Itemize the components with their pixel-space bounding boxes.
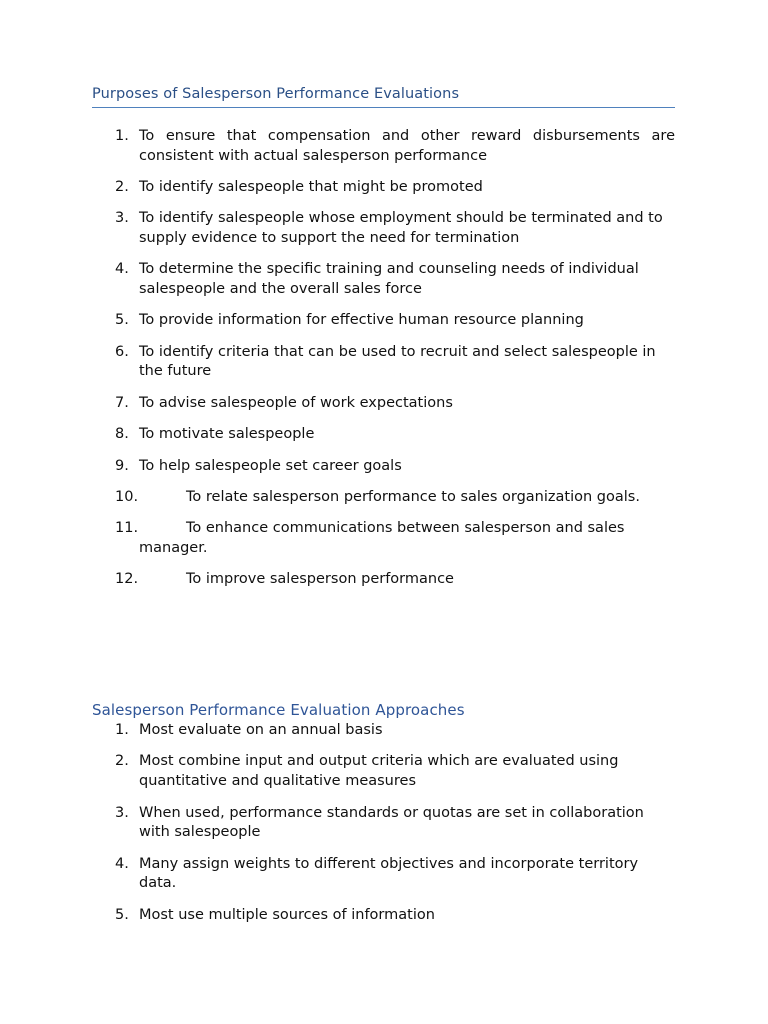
list-item-text: To motivate salespeople — [139, 426, 315, 443]
list-item-number: 1. — [115, 128, 129, 144]
list-item-number: 4. — [115, 855, 129, 872]
list-item-text: To identify salespeople whose employment should be terminated and to supply evidence to support the need for termination — [139, 210, 663, 246]
list-item — [115, 178, 675, 198]
list-item-text: To identify criteria that can be used to recruit and select salespeople in the future — [139, 343, 656, 380]
list-item-text: Most use multiple sources of information — [139, 906, 435, 923]
list-item — [115, 721, 675, 741]
list-item-text: To help salespeople set career goals — [139, 457, 402, 474]
list-item — [115, 855, 675, 894]
list-item-number: 8. — [115, 426, 129, 443]
approaches-list — [115, 721, 675, 937]
list-item — [115, 425, 675, 445]
list-item — [115, 519, 675, 558]
list-item-text: To identify salespeople that might be promoted — [139, 178, 483, 195]
list-item-text: To advise salespeople of work expectations — [139, 394, 453, 411]
list-item-number: 9. — [115, 457, 129, 474]
list-item-number: 7. — [115, 394, 129, 411]
list-item-text: To provide information for effective human resource planning — [139, 312, 584, 329]
list-item-text: Many assign weights to different objectives and incorporate territory data. — [139, 855, 639, 892]
list-item-text: To enhance communications between salesperson and sales manager. — [139, 520, 625, 556]
list-item-number: 10. — [115, 488, 139, 505]
list-item — [115, 457, 675, 477]
list-item — [115, 804, 675, 843]
list-item — [115, 343, 675, 382]
list-item-number: 12. — [115, 571, 139, 588]
list-item-text: When used, performance standards or quotas are set in collaboration with salespeople — [139, 804, 644, 841]
section-title-approaches: Salesperson Performance Evaluation Approaches — [92, 701, 465, 719]
purposes-list — [115, 127, 675, 602]
list-item-number: 2. — [115, 178, 129, 195]
list-item-number: 3. — [115, 804, 129, 821]
list-item-number: 11. — [115, 520, 139, 537]
list-item-number: 4. — [115, 261, 129, 278]
list-item-number: 6. — [115, 343, 129, 360]
list-item — [115, 752, 675, 791]
list-item-number: 5. — [115, 906, 129, 923]
section-title-purposes: Purposes of Salesperson Performance Evaluations — [92, 86, 675, 108]
list-item-text: To relate salesperson performance to sales organization goals. — [186, 488, 640, 505]
list-item — [115, 394, 675, 414]
list-item-number: 3. — [115, 210, 129, 227]
list-item-text: To ensure that compensation and other reward disbursements are consistent with actual salesperson performance — [139, 128, 675, 164]
list-item-number: 5. — [115, 312, 129, 329]
list-item — [115, 570, 675, 590]
list-item — [115, 906, 675, 926]
list-item — [115, 488, 675, 508]
list-item-number: 1. — [115, 722, 129, 738]
list-item-text: To improve salesperson performance — [186, 571, 454, 588]
list-item-text: Most combine input and output criteria which are evaluated using quantitative and qualitative measures — [139, 753, 619, 790]
list-item — [115, 260, 675, 299]
list-item — [115, 209, 675, 248]
list-item — [115, 127, 675, 166]
list-item-text: Most evaluate on an annual basis — [139, 722, 383, 738]
list-item — [115, 311, 675, 331]
list-item-text: To determine the specific training and counseling needs of individual salespeople and the overall sales force — [139, 261, 639, 297]
list-item-number: 2. — [115, 753, 129, 770]
